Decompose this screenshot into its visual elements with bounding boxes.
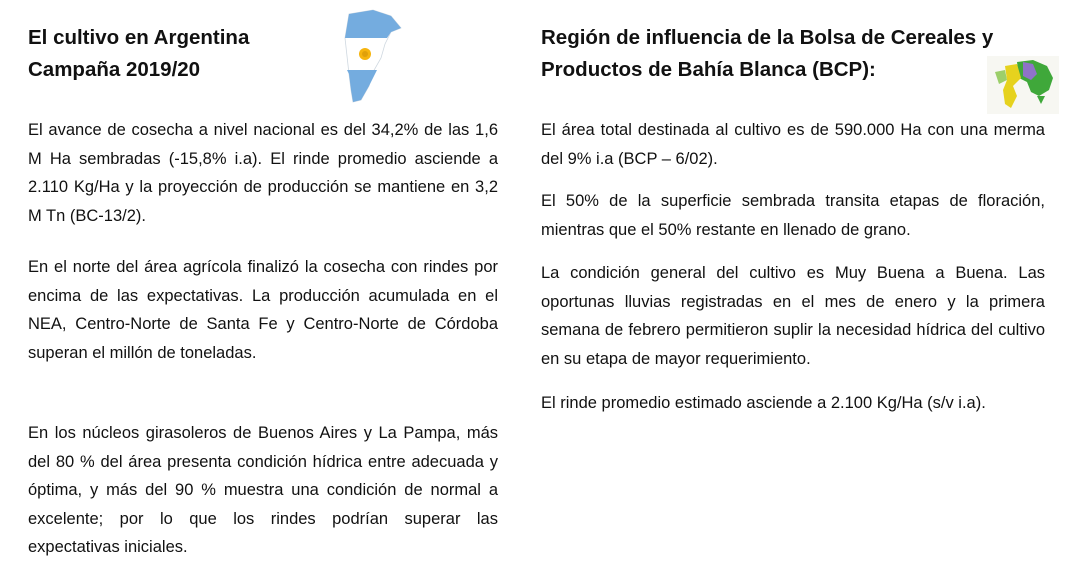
left-paragraph-3: En los núcleos girasoleros de Buenos Aires y La Pampa, más del 80 % del área presenta condición hídrica entre adecuada y óptima, y más del 90 % muestra una condición de normal a excelente; por lo que los rindes podrían superar las expectativas iniciales.	[28, 424, 498, 556]
right-paragraph-1: El área total destinada al cultivo es de 590.000 Ha con una merma del 9% i.a (BCP – 6/02).	[541, 121, 1045, 168]
right-paragraph-4: El rinde promedio estimado asciende a 2.100 Kg/Ha (s/v i.a).	[541, 394, 986, 412]
left-title	[28, 22, 249, 86]
left-paragraph-1: El avance de cosecha a nivel nacional es del 34,2% de las 1,6 M Ha sembradas (-15,8% i.a). El rinde promedio asciende a 2.110 Kg/Ha y la proyección de producción se mantiene en 3,2 M Tn (BC-13/2).	[28, 121, 498, 225]
left-title-line2: Campaña 2019/20	[28, 58, 201, 81]
right-title-line2: Productos de Bahía Blanca (BCP):	[541, 58, 876, 81]
region-map-icon	[987, 56, 1059, 114]
left-paragraph-2: En el norte del área agrícola finalizó la cosecha con rindes por encima de las expectativas. La producción acumulada en el NEA, Centro-Norte de Santa Fe y Centro-Norte de Córdoba superan el millón de toneladas.	[28, 258, 498, 362]
argentina-flag-map-icon	[335, 8, 405, 104]
right-title	[541, 22, 993, 86]
left-title-line1: El cultivo en Argentina	[28, 26, 250, 49]
right-paragraph-3: La condición general del cultivo es Muy Buena a Buena. Las oportunas lluvias registradas en el mes de enero y la primera semana de febrero permitieron suplir la necesidad hídrica del cultivo en su etapa de mayor requerimiento.	[541, 264, 1045, 368]
right-title-line1: Región de influencia de la Bolsa de Cereales y	[541, 26, 994, 49]
right-paragraph-2: El 50% de la superficie sembrada transita etapas de floración, mientras que el 50% restante en llenado de grano.	[541, 192, 1045, 239]
